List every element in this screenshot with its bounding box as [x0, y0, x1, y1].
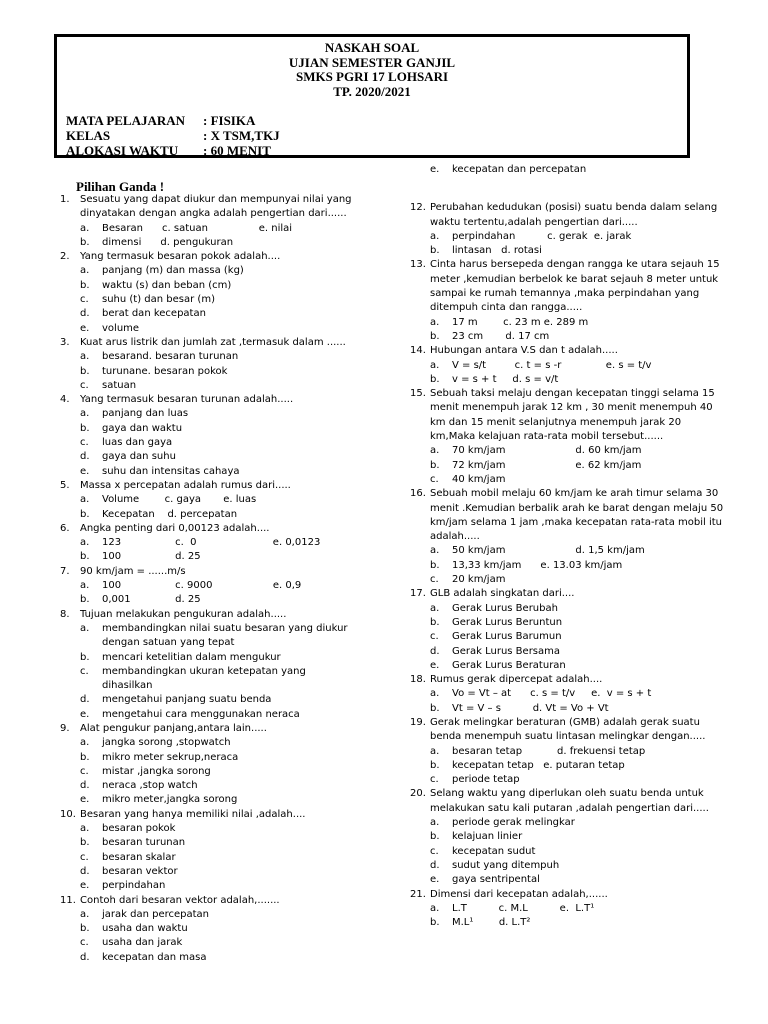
option-text: kelajuan linier	[452, 831, 523, 843]
option-letter: a.	[430, 316, 440, 328]
question-item	[60, 250, 390, 336]
header-title-line: SMKS PGRI 17 LOHSARI	[295, 69, 449, 84]
question-number: 4.	[60, 394, 70, 406]
option	[430, 373, 728, 387]
option	[80, 708, 390, 722]
option	[80, 579, 390, 593]
option-text: lintasan d. rotasi	[452, 245, 542, 257]
option-letter: e.	[80, 880, 90, 892]
option-text: panjang (m) dan massa (kg)	[102, 265, 244, 277]
option-letter: b.	[430, 616, 440, 628]
option	[430, 459, 728, 473]
option-text: Kecepatan d. percepatan	[102, 508, 238, 520]
question-number: 21.	[410, 888, 426, 900]
option	[80, 279, 390, 293]
section-title: Pilihan Ganda !	[76, 179, 165, 194]
question-number: 16.	[410, 488, 426, 500]
option-text: volume	[102, 322, 140, 334]
option-text: 50 km/jam d. 1,5 km/jam	[452, 545, 645, 557]
option	[430, 859, 728, 873]
option-letter: a.	[80, 351, 90, 363]
option-text: Gerak Lurus Berubah	[452, 602, 558, 614]
option	[80, 593, 390, 607]
option	[80, 450, 390, 464]
question-number: 5.	[60, 479, 70, 491]
option-letter: b.	[430, 759, 440, 771]
option-text: v = s + t d. s = v/t	[452, 373, 559, 385]
option-text: 100 d. 25	[102, 551, 201, 563]
option-letter: e.	[80, 322, 90, 334]
option	[430, 559, 728, 573]
option-text: kecepatan tetap e. putaran tetap	[452, 759, 625, 771]
option-letter: a.	[80, 622, 90, 634]
question-item	[60, 336, 390, 393]
option	[80, 307, 390, 321]
option	[80, 508, 390, 522]
option-letter: e.	[80, 708, 90, 720]
option-text: besarand. besaran turunan	[102, 351, 239, 363]
option	[80, 822, 390, 836]
option-text: 23 cm d. 17 cm	[452, 330, 550, 342]
option	[430, 616, 728, 630]
option-text: periode gerak melingkar	[452, 817, 575, 829]
option-letter: c.	[80, 665, 89, 677]
question-item	[60, 479, 390, 522]
option-text: jangka sorong ,stopwatch	[102, 737, 231, 749]
option-letter: e.	[430, 164, 440, 175]
option-text: neraca ,stop watch	[102, 780, 198, 792]
option-text: usaha dan waktu	[102, 923, 188, 935]
option-letter: c.	[80, 937, 89, 949]
option	[80, 236, 390, 250]
option-letter: d.	[80, 694, 90, 706]
option-text: mikro meter,jangka sorong	[102, 794, 238, 806]
option-letter: a.	[430, 445, 440, 457]
question-text: Yang termasuk besaran pokok adalah....	[80, 251, 281, 263]
option-text: mengetahui cara menggunakan neraca	[102, 708, 300, 720]
option-letter: b.	[430, 559, 440, 571]
option	[430, 773, 728, 787]
option	[80, 422, 390, 436]
option	[430, 816, 728, 830]
option-text: turunane. besaran pokok	[102, 365, 228, 377]
option	[430, 759, 728, 773]
option	[80, 465, 390, 479]
option	[80, 436, 390, 450]
option-text: 40 km/jam	[452, 473, 506, 485]
question-text: 90 km/jam = ......m/s	[80, 565, 186, 577]
question-text: Sesuatu yang dapat diukur dan mempunyai nilai yang dinyatakan dengan angka adalah pengertian dari......	[80, 194, 352, 220]
option	[430, 745, 728, 759]
question-number: 3.	[60, 336, 70, 348]
option-text: waktu (s) dan beban (cm)	[102, 279, 232, 291]
question-item	[60, 522, 390, 565]
option	[80, 264, 390, 278]
option-letter: a.	[430, 688, 440, 700]
question-item	[60, 565, 390, 608]
option	[80, 536, 390, 550]
option	[80, 908, 390, 922]
option	[430, 444, 728, 458]
time-label: ALOKASI WAKTU	[66, 143, 179, 158]
question-number: 15.	[410, 388, 426, 400]
option	[80, 222, 390, 236]
question-item	[410, 888, 728, 931]
option-letter: a.	[80, 908, 90, 920]
option-text: sudut yang ditempuh	[452, 859, 560, 871]
option	[80, 322, 390, 336]
class-label: KELAS	[66, 128, 111, 143]
question-text: Sebuah taksi melaju dengan kecepatan tinggi selama 15 menit menempuh jarak 12 km , 30 menit menempuh 40 km dan 15 menit selanjutnya menempuh jarak 20 km,Maka kelajuan rata-rata mobil tersebut......	[430, 388, 715, 443]
option	[430, 687, 728, 701]
option	[80, 922, 390, 936]
option-text: 13,33 km/jam e. 13.03 km/jam	[452, 559, 623, 571]
question-number: 13.	[410, 259, 426, 271]
option	[430, 330, 728, 344]
option-letter: b.	[430, 459, 440, 471]
option-text: perpindahan	[102, 880, 166, 892]
option	[430, 873, 728, 887]
option	[430, 602, 728, 616]
option-letter: a.	[80, 537, 90, 549]
question-number: 10.	[60, 808, 76, 820]
option-letter: b.	[430, 831, 440, 843]
question-number: 12.	[410, 202, 426, 214]
question-text: Angka penting dari 0,00123 adalah....	[80, 522, 270, 534]
option-letter: b.	[80, 651, 90, 663]
question-item	[410, 716, 728, 787]
option	[430, 573, 728, 587]
option	[80, 493, 390, 507]
option	[430, 702, 728, 716]
option-text: 0,001 d. 25	[102, 594, 201, 606]
option-text: Volume c. gaya e. luas	[102, 494, 257, 506]
option-text: 17 m c. 23 m e. 289 m	[452, 316, 589, 328]
question-text: Dimensi dari kecepatan adalah,......	[430, 888, 608, 900]
option-text: mistar ,jangka sorong	[102, 765, 211, 777]
option-text: berat dan kecepatan	[102, 308, 206, 320]
option-letter: b.	[430, 917, 440, 929]
option-letter: e.	[430, 874, 440, 886]
option-letter: c.	[80, 851, 89, 863]
option-text: dimensi d. pengukuran	[102, 236, 234, 248]
question-item	[410, 344, 728, 387]
option-letter: a.	[430, 602, 440, 614]
option	[430, 659, 728, 673]
option-letter: b.	[80, 837, 90, 849]
option-text: 123 c. 0 e. 0,0123	[102, 537, 321, 549]
question-text: Besaran yang hanya memiliki nilai ,adalah....	[80, 808, 306, 820]
header-title-line: UJIAN SEMESTER GANJIL	[288, 54, 456, 70]
option	[430, 230, 728, 244]
question-item	[410, 201, 728, 258]
option-letter: d.	[430, 859, 440, 871]
option	[80, 407, 390, 421]
option-text: membandingkan ukuran ketepatan yang dihasilkan	[102, 665, 306, 692]
question-number: 11.	[60, 894, 76, 906]
option-letter: b.	[430, 330, 440, 342]
question-number: 18.	[410, 674, 426, 686]
subject-label: MATA PELAJARAN	[66, 113, 186, 128]
question-text: Sebuah mobil melaju 60 km/jam ke arah timur selama 30 menit .Kemudian berbalik arah ke barat dengan melaju 50 km/jam selama 1 jam ,maka kecepatan rata-rata mobil itu adalah.....	[430, 488, 724, 543]
question-text: Rumus gerak dipercepat adalah....	[430, 674, 603, 686]
option-text: jarak dan percepatan	[102, 908, 210, 920]
option	[80, 365, 390, 379]
question-item	[410, 258, 728, 344]
option-text: gaya sentripental	[452, 874, 540, 886]
question-item	[60, 193, 390, 250]
option	[80, 693, 390, 707]
option-text: panjang dan luas	[102, 408, 189, 420]
option-letter: b.	[430, 702, 440, 714]
question-item	[410, 387, 728, 487]
option-letter: b.	[430, 245, 440, 257]
option-text: Gerak Lurus Barumun	[452, 631, 562, 643]
option-text: luas dan gaya	[102, 437, 173, 449]
option-letter: b.	[80, 508, 90, 520]
question-number: 7.	[60, 565, 70, 577]
option	[430, 359, 728, 373]
option-letter: a.	[80, 265, 90, 277]
option-text: kecepatan sudut	[452, 845, 536, 857]
option	[80, 651, 390, 665]
questions-left-column	[60, 193, 390, 965]
option-letter: e.	[430, 659, 440, 671]
option-text: membandingkan nilai suatu besaran yang diukur dengan satuan yang tepat	[102, 622, 348, 649]
option-letter: a.	[80, 222, 90, 234]
option-text: 72 km/jam e. 62 km/jam	[452, 459, 642, 471]
question-text: Tujuan melakukan pengukuran adalah.....	[80, 608, 287, 620]
option-text: kecepatan dan percepatan	[452, 164, 587, 175]
option	[430, 244, 728, 258]
option-letter: a.	[430, 359, 440, 371]
option-letter: c.	[80, 765, 89, 777]
question-item	[60, 808, 390, 894]
option-letter: d.	[80, 308, 90, 320]
option-text: besaran pokok	[102, 823, 176, 835]
question-number: 14.	[410, 345, 426, 357]
option-letter: e.	[80, 794, 90, 806]
question-number: 20.	[410, 788, 426, 800]
option-text: perpindahan c. gerak e. jarak	[452, 230, 632, 242]
option-letter: d.	[80, 780, 90, 792]
question-number: 1.	[60, 194, 70, 205]
option	[80, 736, 390, 750]
option	[80, 379, 390, 393]
question-text: Massa x percepatan adalah rumus dari.....	[80, 479, 291, 491]
question-number: 9.	[60, 722, 70, 734]
option-text: Vt = V – s d. Vt = Vo + Vt	[452, 702, 609, 714]
option-letter: b.	[80, 751, 90, 763]
option-text: besaran tetap d. frekuensi tetap	[452, 745, 646, 757]
option	[430, 316, 728, 330]
option-letter: d.	[80, 865, 90, 877]
option-letter: b.	[80, 422, 90, 434]
option-letter: c.	[430, 574, 439, 586]
option-letter: b.	[80, 365, 90, 377]
question-item	[410, 487, 728, 587]
class-value: : X TSM,TKJ	[203, 128, 280, 143]
question-text: Gerak melingkar beraturan (GMB) adalah gerak suatu benda menempuh suatu lintasan melingkar dengan.....	[430, 716, 706, 743]
subject-value: : FISIKA	[203, 113, 256, 128]
question-number: 19.	[410, 716, 426, 728]
option-text: Gerak Lurus Beraturan	[452, 659, 566, 671]
option-text: Besaran c. satuan e. nilai	[102, 222, 293, 234]
option-letter: b.	[80, 279, 90, 291]
option	[430, 163, 728, 177]
question-item	[60, 393, 390, 479]
question-text: Perubahan kedudukan (posisi) suatu benda dalam selang waktu tertentu,adalah pengertian dari.....	[430, 202, 718, 228]
question-number: 8.	[60, 608, 70, 620]
option-letter: a.	[80, 580, 90, 592]
question-item	[60, 722, 390, 808]
question-item	[60, 894, 390, 965]
option	[80, 851, 390, 865]
option-text: 100 c. 9000 e. 0,9	[102, 580, 302, 592]
exam-info	[66, 113, 280, 158]
option-letter: c.	[430, 774, 439, 786]
option	[80, 550, 390, 564]
question-text: Contoh dari besaran vektor adalah,.......	[80, 894, 280, 906]
question-text: Hubungan antara V.S dan t adalah.....	[430, 345, 618, 357]
option-letter: c.	[430, 631, 439, 643]
option-letter: d.	[430, 645, 440, 657]
questions-right-column	[410, 163, 728, 930]
question-11-continued	[410, 163, 728, 177]
option-text: Gerak Lurus Bersama	[452, 645, 561, 657]
option-letter: b.	[80, 236, 90, 248]
option	[430, 473, 728, 487]
option	[430, 630, 728, 644]
option-letter: a.	[80, 823, 90, 835]
option	[80, 350, 390, 364]
option-text: besaran turunan	[102, 837, 186, 849]
option	[430, 830, 728, 844]
option	[80, 765, 390, 779]
option-text: V = s/t c. t = s -r e. s = t/v	[452, 359, 652, 371]
option-text: mikro meter sekrup,neraca	[102, 751, 239, 763]
question-text: GLB adalah singkatan dari....	[430, 588, 575, 600]
option	[430, 902, 728, 916]
option-letter: e.	[80, 465, 90, 477]
option	[80, 879, 390, 893]
option-letter: b.	[80, 594, 90, 606]
option	[80, 951, 390, 965]
option-letter: b.	[430, 373, 440, 385]
option-text: suhu dan intensitas cahaya	[102, 465, 240, 477]
option-letter: a.	[430, 745, 440, 757]
option-text: gaya dan waktu	[102, 422, 183, 434]
question-number: 2.	[60, 251, 70, 263]
option	[80, 865, 390, 879]
option-text: L.T c. M.L e. L.T¹	[452, 902, 595, 914]
option-text: 70 km/jam d. 60 km/jam	[452, 445, 642, 457]
option-letter: c.	[430, 845, 439, 857]
option-text: usaha dan jarak	[102, 937, 183, 949]
option-letter: b.	[80, 923, 90, 935]
question-text: Alat pengukur panjang,antara lain.....	[80, 722, 267, 734]
header-title-line: TP. 2020/2021	[333, 83, 411, 99]
option	[430, 916, 728, 930]
option	[430, 544, 728, 558]
option-text: 20 km/jam	[452, 574, 506, 586]
header-title-line: NASKAH SOAL	[324, 40, 420, 55]
option-letter: d.	[80, 451, 90, 463]
option	[80, 779, 390, 793]
question-item	[410, 587, 728, 673]
option	[80, 936, 390, 950]
option-letter: d.	[80, 951, 90, 963]
option-text: Gerak Lurus Beruntun	[452, 616, 563, 628]
question-text: Kuat arus listrik dan jumlah zat ,termasuk dalam ......	[80, 336, 346, 348]
option-text: mengetahui panjang suatu benda	[102, 694, 272, 706]
option-text: suhu (t) dan besar (m)	[102, 294, 215, 306]
option	[80, 293, 390, 307]
option	[430, 645, 728, 659]
question-item	[410, 787, 728, 887]
option-letter: a.	[430, 817, 440, 829]
time-value: : 60 MENIT	[203, 143, 271, 158]
option	[430, 845, 728, 859]
question-number: 6.	[60, 522, 70, 534]
option-text: satuan	[102, 379, 137, 391]
option-text: M.L¹ d. L.T²	[452, 917, 531, 929]
option-letter: a.	[430, 902, 440, 914]
option	[80, 622, 390, 651]
option	[80, 665, 390, 694]
option	[80, 793, 390, 807]
question-item	[410, 673, 728, 716]
option-letter: a.	[430, 545, 440, 557]
option-text: gaya dan suhu	[102, 451, 176, 463]
option-letter: c.	[80, 294, 89, 306]
option-text: kecepatan dan masa	[102, 951, 207, 963]
option-letter: a.	[80, 494, 90, 506]
question-text: Selang waktu yang diperlukan oleh suatu benda untuk melakukan satu kali putaran ,adalah pengertian dari.....	[430, 788, 709, 814]
option-letter: a.	[80, 737, 90, 749]
option-letter: c.	[430, 473, 439, 485]
question-text: Yang termasuk besaran turunan adalah.....	[80, 394, 294, 406]
question-item	[60, 608, 390, 722]
option	[80, 751, 390, 765]
question-text: Cinta harus bersepeda dengan rangga ke utara sejauh 15 meter ,kemudian berbelok ke barat sejauh 8 meter untuk sampai ke rumah temannya ,maka perpindahan yang ditempuh cinta dan rangga.....	[430, 259, 720, 314]
option-text: besaran vektor	[102, 865, 178, 877]
exam-header	[54, 34, 690, 158]
option-letter: a.	[80, 408, 90, 420]
option-text: periode tetap	[452, 774, 520, 786]
option-letter: c.	[80, 437, 89, 449]
question-number: 17.	[410, 588, 426, 600]
option-text: besaran skalar	[102, 851, 176, 863]
option-letter: a.	[430, 230, 440, 242]
option-text: mencari ketelitian dalam mengukur	[102, 651, 281, 663]
option-text: Vo = Vt – at c. s = t/v e. v = s + t	[452, 688, 652, 700]
option	[80, 836, 390, 850]
option-letter: c.	[80, 379, 89, 391]
option-letter: b.	[80, 551, 90, 563]
